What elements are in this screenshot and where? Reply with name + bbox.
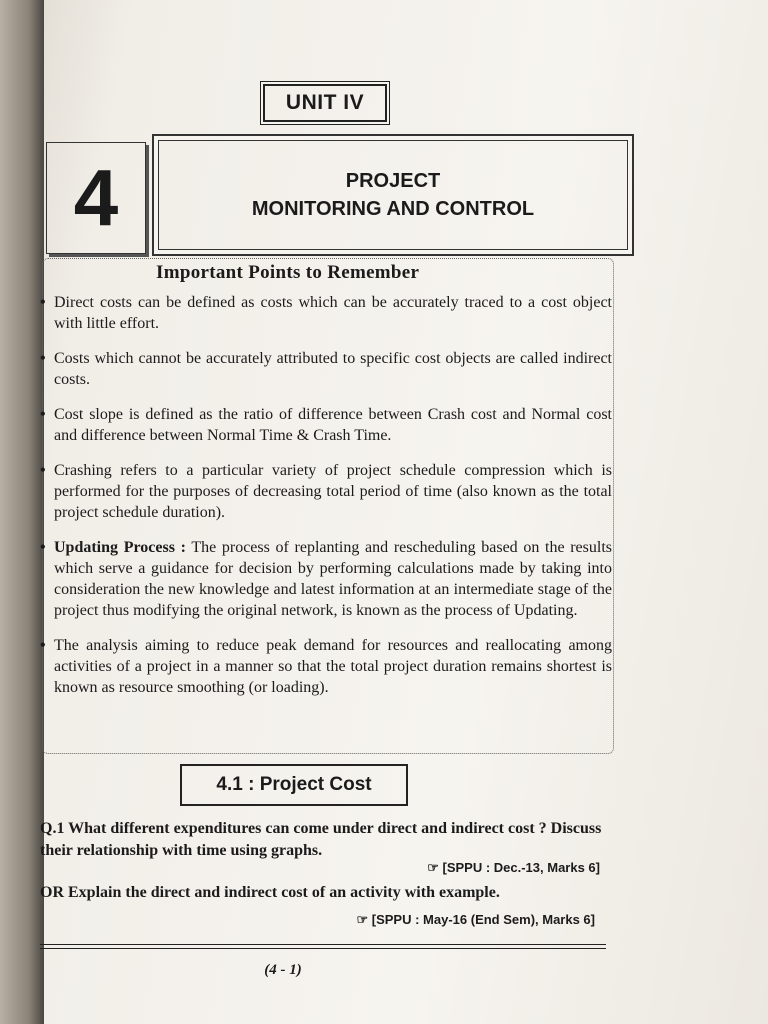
bullet-strong: Updating Process :	[54, 539, 186, 556]
bullet-dot-icon: •	[40, 637, 46, 654]
question-text: Q.1 What different expenditures can come under direct and indirect cost ? Discuss their relationship with time using graphs.	[40, 820, 602, 859]
bullet-text: Crashing refers to a particular variety of project schedule compression which is performed for the purposes of decreasing total period of time (also known as the total project schedule duration).	[54, 462, 612, 521]
list-item	[40, 404, 612, 446]
list-item	[40, 348, 612, 390]
page-number: (4 - 1)	[264, 962, 302, 978]
points-heading: Important Points to Remember	[156, 262, 420, 283]
list-item	[40, 292, 612, 334]
bullet-text: Costs which cannot be accurately attributed to specific cost objects are called indirect costs.	[54, 350, 612, 388]
bullet-text: Cost slope is defined as the ratio of difference between Crash cost and Normal cost and difference between Normal Time & Crash Time.	[54, 406, 612, 444]
chapter-title-line2: MONITORING AND CONTROL	[251, 198, 535, 220]
list-item	[40, 537, 612, 621]
chapter-number: 4	[46, 142, 146, 254]
bullet-dot-icon: •	[40, 462, 46, 479]
bullet-dot-icon: •	[40, 539, 46, 556]
important-points-list	[40, 292, 612, 712]
bullet-text: Direct costs can be defined as costs which can be accurately traced to a cost object with little effort.	[54, 294, 612, 332]
footer-divider	[40, 944, 606, 945]
section-title: 4.1 : Project Cost	[180, 764, 408, 806]
bullet-dot-icon: •	[40, 350, 46, 367]
chapter-title-line1: PROJECT	[345, 170, 441, 192]
question-reference: ☞ [SPPU : Dec.-13, Marks 6]	[427, 860, 600, 875]
chapter-title-box	[152, 134, 634, 256]
bullet-dot-icon: •	[40, 406, 46, 423]
list-item	[40, 635, 612, 698]
list-item	[40, 460, 612, 523]
bullet-text: The process of replanting and rescheduling based on the results which serve a guidance for decision by performing calculations made by taking into consideration the new knowledge and latest information at an intermediate stage of the project thus modifying the original network, is known as the process of Updating.	[54, 539, 612, 619]
bullet-dot-icon: •	[40, 294, 46, 311]
footer-divider	[40, 948, 606, 949]
bullet-text: The analysis aiming to reduce peak demand for resources and reallocating among activities of a project in a manner so that the total project duration remains shortest is known as resource smoothing (or loading).	[54, 637, 612, 696]
unit-label: UNIT IV	[263, 84, 387, 122]
or-question-text: OR Explain the direct and indirect cost of an activity with example.	[40, 884, 500, 901]
or-question-reference: ☞ [SPPU : May-16 (End Sem), Marks 6]	[356, 912, 595, 927]
